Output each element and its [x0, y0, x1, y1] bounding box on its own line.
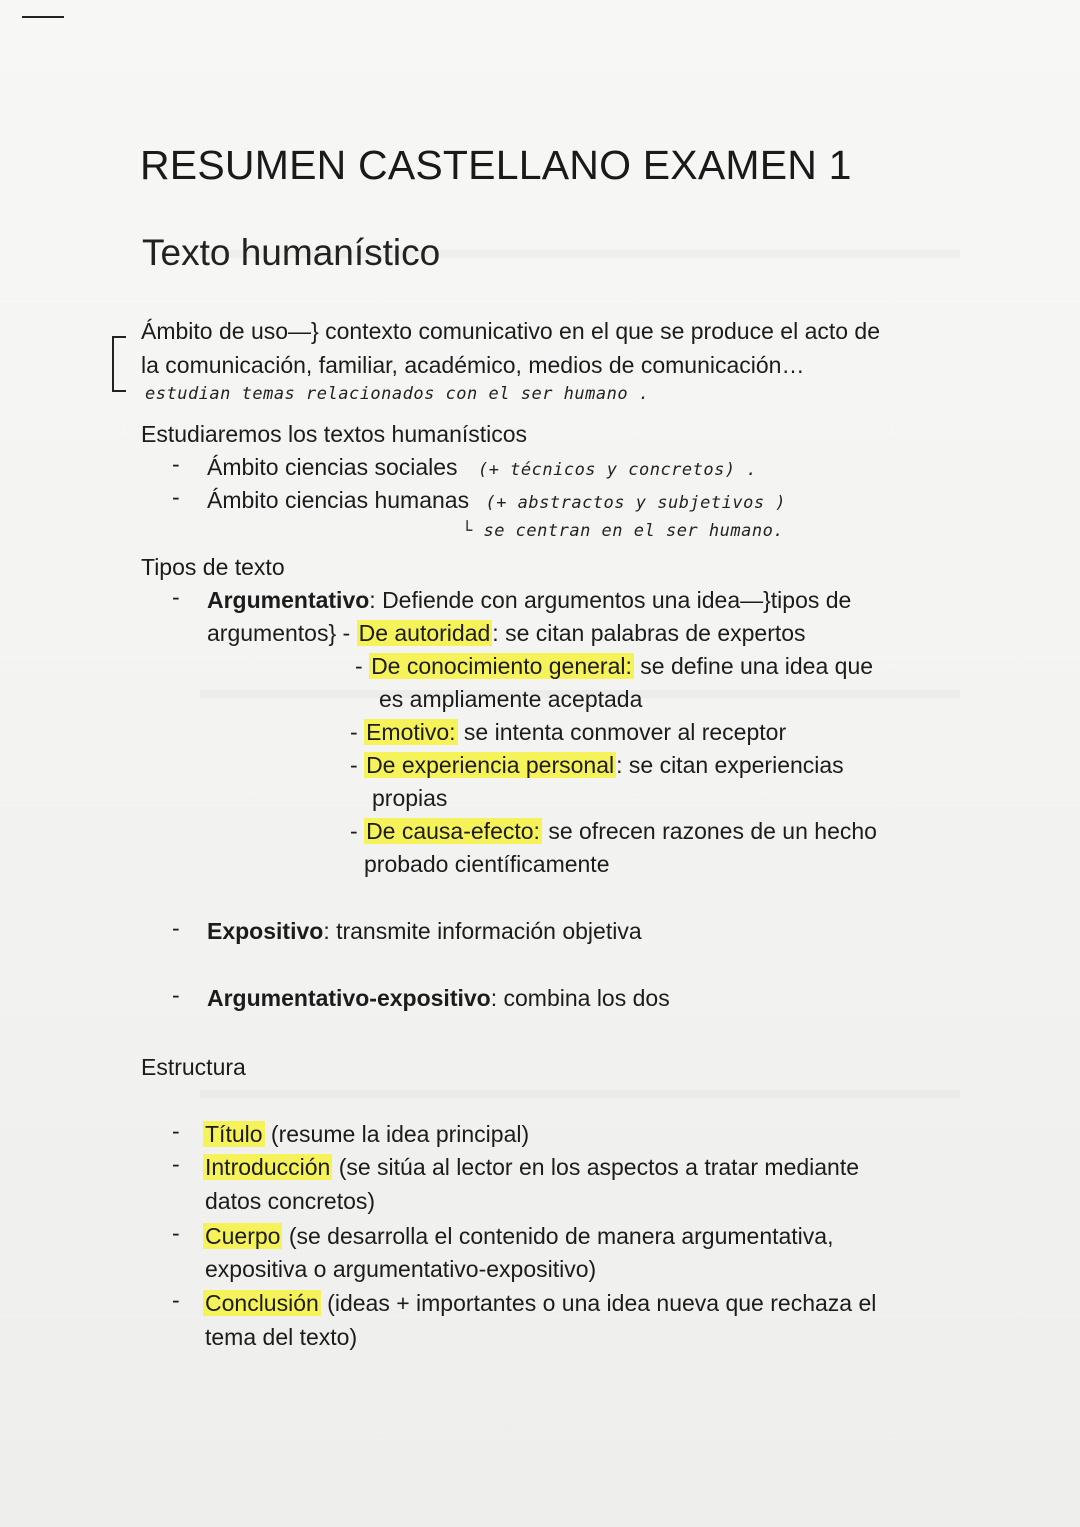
- estructura-item: Introducción (se sitúa al lector en los aspectos a tratar mediante: [205, 1154, 860, 1180]
- estructura-item: Cuerpo (se desarrolla el contenido de manera argumentativa,: [205, 1223, 834, 1249]
- estructura-item: Conclusión (ideas + importantes o una idea nueva que rechaza el: [205, 1290, 877, 1316]
- arg-item-cont: propias: [372, 785, 448, 811]
- argumentativo-line: Argumentativo: Defiende con argumentos una idea—}tipos de: [207, 587, 852, 613]
- bullet-dash: -: [172, 982, 180, 1008]
- list-item: Ámbito ciencias sociales (+ técnicos y concretos) .: [207, 454, 758, 480]
- tipos-heading: Tipos de texto: [141, 554, 285, 580]
- argexp-line: Argumentativo-expositivo: combina los dos: [207, 985, 670, 1011]
- handwritten-note: (+ abstractos y subjetivos ): [485, 493, 787, 513]
- bullet-dash: -: [172, 484, 180, 510]
- arg-item: - De experiencia personal: se citan experiencias: [350, 752, 844, 778]
- bullet-dash: -: [172, 1287, 180, 1313]
- bullet-dash: -: [172, 584, 180, 610]
- estructura-item: Título (resume la idea principal): [205, 1121, 530, 1147]
- section-title: Texto humanístico: [142, 232, 441, 273]
- arg-item-cont: probado científicamente: [364, 851, 610, 877]
- bullet-dash: -: [172, 1151, 180, 1177]
- arg-item: - De causa-efecto: se ofrecen razones de un hecho: [350, 818, 877, 844]
- handwritten-note: (+ técnicos y concretos) .: [477, 460, 758, 480]
- bullet-dash: -: [172, 1118, 180, 1144]
- page-title: RESUMEN CASTELLANO EXAMEN 1: [140, 142, 852, 188]
- pen-mark: [22, 16, 64, 18]
- ambito-line-2: la comunicación, familiar, académico, medios de comunicación…: [141, 352, 805, 378]
- ambito-line-1: Ámbito de uso—} contexto comunicativo en el que se produce el acto de: [141, 318, 881, 344]
- hand-bracket: [112, 336, 126, 392]
- argumentos-line: argumentos} - De autoridad: se citan palabras de expertos: [207, 620, 806, 646]
- estructura-item-cont: expositiva o argumentativo-expositivo): [205, 1256, 597, 1282]
- list-item: Ámbito ciencias humanas (+ abstractos y subjetivos ): [207, 487, 787, 513]
- arg-item-cont: es ampliamente aceptada: [379, 686, 643, 712]
- bullet-dash: -: [172, 451, 180, 477]
- arg-item: - Emotivo: se intenta conmover al receptor: [350, 719, 787, 745]
- show-through: [200, 1090, 960, 1098]
- estructura-item-cont: datos concretos): [205, 1188, 376, 1214]
- handwritten-note: └ se centran en el ser humano.: [462, 521, 785, 541]
- estudiaremos-intro: Estudiaremos los textos humanísticos: [141, 421, 528, 447]
- handwritten-note: estudian temas relacionados con el ser humano .: [145, 384, 650, 404]
- estructura-item-cont: tema del texto): [205, 1324, 358, 1350]
- bullet-dash: -: [172, 1220, 180, 1246]
- estructura-heading: Estructura: [141, 1054, 246, 1080]
- bullet-dash: -: [172, 915, 180, 941]
- arg-item: - De conocimiento general: se define una idea que: [355, 653, 874, 679]
- expositivo-line: Expositivo: transmite información objetiva: [207, 918, 642, 944]
